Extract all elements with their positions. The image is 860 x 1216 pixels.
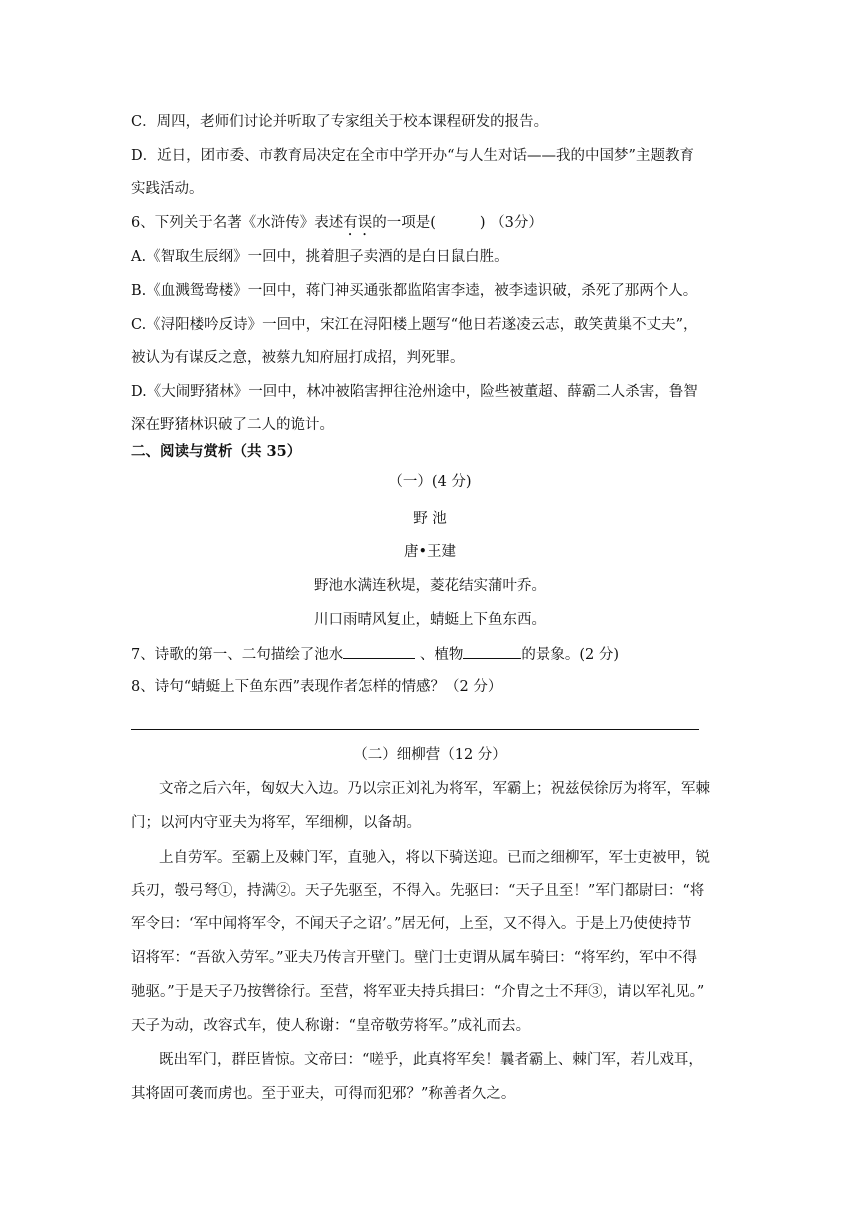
q6-option-b: B.《血溅鸳鸯楼》一回中，蒋门神买通张都监陷害李逵，被李逵识破，杀死了那两个人。 xyxy=(131,283,698,299)
q7-blank-water xyxy=(343,644,415,659)
poem-author: 唐•王建 xyxy=(403,544,457,560)
passage-p2-line1: 上自劳军。至霸上及棘门军，直驰入，将以下骑送迎。已而之细柳军，军士吏被甲，锐 xyxy=(159,850,710,866)
passage-p2-line3: 军令曰：‘军中闻将军令，不闻天子之诏’。”居无何，上至，又不得入。于是上乃使使持节 xyxy=(131,916,692,932)
q6-option-c-line2: 被认为有谋反之意，被蔡九知府屈打成招，判死罪。 xyxy=(131,350,465,366)
q6-option-c-line1: C.《浔阳楼吟反诗》一回中，宋江在浔阳楼上题写“他日若遂凌云志，敢笑黄巢不丈夫”， xyxy=(131,317,698,333)
passage-p3-line2: 其将固可袭而虏也。至于亚夫，可得而犯邪？”称善者久之。 xyxy=(131,1086,516,1102)
part1-title: （一）(4 分) xyxy=(388,474,472,490)
passage-p2-line6: 天子为动，改容式车，使人称谢：“皇帝敬劳将军。”成礼而去。 xyxy=(131,1018,531,1034)
passage-p1-line2: 门；以河内守亚夫为将军，军细柳，以备胡。 xyxy=(131,815,421,831)
q7 xyxy=(131,644,619,665)
q5-option-d-line2: 实践活动。 xyxy=(131,181,204,197)
q6-option-a: A.《智取生辰纲》一回中，挑着胆子卖酒的是白日鼠白胜。 xyxy=(131,249,509,265)
passage-p2-line4: 诏将军：“吾欲入劳军。”亚夫乃传言开壁门。壁门士吏谓从属车骑曰：“将军约，军中不得 xyxy=(131,950,697,966)
part2-title: （二）细柳营（12 分） xyxy=(353,747,507,763)
q6-option-d-line1: D.《大闹野猪林》一回中，林冲被陷害押往沧州途中，险些被董超、薛霸二人杀害，鲁智 xyxy=(131,384,698,400)
q7-mid: 、植物 xyxy=(415,647,464,663)
passage-p3-line1: 既出军门，群臣皆惊。文帝曰：“嗟乎，此真将军矣！曩者霸上、棘门军，若儿戏耳， xyxy=(159,1052,703,1068)
q5-option-c: C．周四，老师们讨论并听取了专家组关于校本课程研发的报告。 xyxy=(131,114,549,130)
poem-line-1: 野池水满连秋堤，菱花结实蒲叶乔。 xyxy=(314,578,546,594)
q6-option-d-line2: 深在野猪林识破了二人的诡计。 xyxy=(131,417,334,433)
passage-p1-line1: 文帝之后六年，匈奴大入边。乃以宗正刘礼为将军，军霸上；祝兹侯徐厉为将军，军棘 xyxy=(159,781,710,797)
section2-heading: 二、阅读与赏析（共 35） xyxy=(131,443,302,460)
q8: 8、诗句“蜻蜓上下鱼东西”表现作者怎样的情感？（2 分） xyxy=(131,679,503,695)
passage-p2-line2: 兵刃，彀弓弩①，持满②。天子先驱至，不得入。先驱曰：“天子且至！”军门都尉曰：“将 xyxy=(131,883,705,899)
q5-option-d-line1: D．近日，团市委、市教育局决定在全市中学开办“与人生对话——我的中国梦”主题教育 xyxy=(131,148,694,164)
q6-stem-emphasis: 有误 xyxy=(343,215,373,231)
poem-line-2: 川口雨晴风复止，蜻蜓上下鱼东西。 xyxy=(314,612,546,628)
passage-p2-line5: 驰驱。”于是天子乃按辔徐行。至营，将军亚夫持兵揖曰：“介胄之士不拜③，请以军礼见。” xyxy=(131,984,705,1000)
q6-stem-pre: 6、下列关于名著《水浒传》表述 xyxy=(131,215,344,231)
q8-answer-line xyxy=(131,729,699,730)
q7-pre: 7、诗歌的第一、二句描绘了池水 xyxy=(131,647,344,663)
q6-stem-post: ) （3分） xyxy=(479,215,543,231)
q6-stem-mid: 的一项是( xyxy=(372,215,436,231)
poem-title: 野 池 xyxy=(413,511,447,527)
q7-blank-plant xyxy=(463,644,521,659)
q7-post: 的景象。(2 分) xyxy=(521,647,619,663)
q6-stem xyxy=(131,213,543,239)
